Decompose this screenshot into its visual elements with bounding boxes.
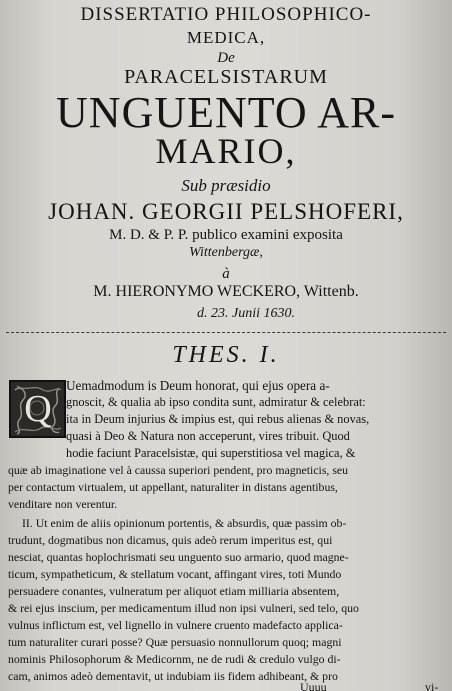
para1-line-8: venditare non verentur. <box>8 497 118 511</box>
date-line: d. 23. Junii 1630. <box>197 306 295 321</box>
para2-line-7: vulnus inflictum est, vel lignello in vulnere cruento madefacto applica- <box>8 618 343 632</box>
para2-line-4: ticum, sympatheticum, & stellatum vocant, affingant vires, toti Mundo <box>8 567 342 581</box>
examini-line: M. D. & P. P. publico examini exposita <box>109 227 343 243</box>
separator-rule <box>6 332 446 333</box>
title-unguento: UNGUENTO AR- <box>56 88 396 137</box>
para1-line-4: quasi à Deo & Natura non acceperunt, vires tribuit. Quod <box>66 429 350 443</box>
para2-line-3: nesciat, quantas hoplochrismati seu unguento suo armario, quod magne- <box>8 550 349 564</box>
praeses-name: JOHAN. GEORGII PELSHOFERI, <box>48 199 404 224</box>
para1-line-7: per contactum virtualem, ut appellant, naturaliter in distans agentibus, <box>8 480 338 494</box>
title-line-1: DISSERTATIO PHILOSOPHICO- <box>80 4 372 25</box>
sub-praesidio: Sub præsidio <box>181 176 271 195</box>
para2-line-9: nominis Philosophorum & Medicornm, ne de rudi & credulo vulgo di- <box>8 652 341 666</box>
a-line: à <box>222 266 230 282</box>
para2-line-10: cam, animos adeò dementavit, ut indubiam iis fidem adhibeant, & pro <box>8 669 338 683</box>
para2-line-2: trudunt, dogmatibus non dicamus, quis adeò rerum imperitus est, qui <box>8 533 333 547</box>
para1-line-1: Uemadmodum is Deum honorat, qui ejus opera a- <box>66 378 330 393</box>
para1-line-2: gnoscit, & qualia ab ipso condita sunt, admiratur & celebrat: <box>66 395 366 409</box>
section-heading: THES. I. <box>172 342 280 368</box>
para2-line-8: tum naturaliter curari posse? Quæ persuasio nonnullorum quoq; magni <box>8 635 342 649</box>
catchword: Uuuu <box>300 680 327 691</box>
title-mario: MARIO, <box>155 131 297 171</box>
drop-cap-ornament <box>9 380 66 438</box>
para1-line-6: quæ ab imaginatione vel à caussa superiori pendent, pro magneticis, seu <box>8 463 349 477</box>
para1-line-5: hodie faciunt Paracelsistæ, qui superstitiosa vel magica, & <box>66 446 356 460</box>
para1-line-3: ita in Deum injurius & impius est, qui rebus alienas & novas, <box>66 412 370 426</box>
place-line: Wittenbergæ, <box>189 245 263 260</box>
respondent-name: M. HIERONYMO WECKERO, Wittenb. <box>93 283 359 300</box>
para2-line-1: II. Ut enim de aliis opinionum portentis, & absurdis, quæ passim ob- <box>22 516 347 530</box>
para2-line-5: persuadere conantes, vulneratum per aliquot etiam milliaria absentem, <box>8 584 340 598</box>
title-line-2: MEDICA, <box>186 28 266 47</box>
para2-line-6: & rei ejus inscium, per medicamentum illud non ipsi vulneri, sed telo, quo <box>8 601 359 615</box>
title-paracelsistarum: PARACELSISTARUM <box>124 66 328 88</box>
drop-cap-letter: Q <box>24 388 52 430</box>
title-line-de: De <box>217 50 235 66</box>
page-signature: vi- <box>425 680 439 691</box>
